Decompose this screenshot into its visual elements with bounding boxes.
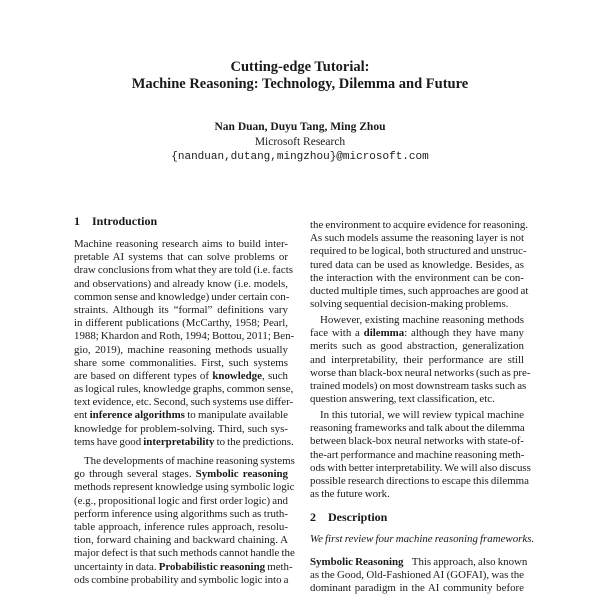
text: methods represent knowledge using symbolic logic bbox=[74, 481, 295, 494]
text-line bbox=[310, 474, 529, 488]
text-line bbox=[74, 264, 293, 277]
text: to manipulate available bbox=[184, 409, 289, 422]
author-email: {nanduan,dutang,mingzhou}@microsoft.com bbox=[171, 151, 429, 163]
text: question answering, text classification, etc. bbox=[310, 393, 495, 406]
text-line bbox=[74, 423, 288, 436]
text: and interpretability, their performance are still bbox=[310, 353, 524, 366]
text: ent bbox=[74, 409, 90, 422]
section-heading-introduction bbox=[74, 214, 157, 228]
text: as logical rules, knowledge graphs, common sense, bbox=[74, 383, 294, 396]
text-line bbox=[74, 330, 295, 343]
text: the environment to acquire evidence for reasoning. bbox=[310, 219, 529, 231]
text-line bbox=[310, 435, 524, 448]
paragraph bbox=[74, 238, 295, 449]
text: major defect is that such methods cannot handle the bbox=[74, 547, 295, 560]
text: face with a bbox=[310, 327, 364, 340]
paper-title-line2: Machine Reasoning: Technology, Dilemma and Future bbox=[131, 76, 469, 92]
text: tion, forward chaining and backward chaining. A bbox=[74, 534, 288, 547]
text: pretable AI systems that can solve problems or bbox=[74, 251, 288, 264]
text-line bbox=[310, 272, 524, 285]
text: perform inference using algorithms such as truth- bbox=[74, 507, 288, 520]
text-line bbox=[74, 383, 294, 396]
text: in different publications (McCarthy, 1958; Pearl, bbox=[74, 317, 288, 330]
text: the-art performance and machine reasoning meth- bbox=[310, 448, 525, 461]
text-line bbox=[74, 574, 288, 587]
text: worse than black-box neural networks (such as pre- bbox=[310, 366, 531, 379]
text-line bbox=[74, 344, 288, 357]
bold-text: dilemma bbox=[363, 327, 405, 340]
text-line bbox=[310, 533, 535, 546]
text: ods with better interpretability. We will also discuss bbox=[310, 461, 531, 474]
paragraph bbox=[310, 556, 528, 596]
text: meth- bbox=[265, 560, 293, 573]
text-line bbox=[74, 547, 295, 560]
text-line bbox=[74, 291, 288, 304]
text-line bbox=[74, 409, 288, 422]
text-line bbox=[74, 370, 288, 383]
text: straints. Although its “formal” definitions vary bbox=[74, 303, 288, 316]
section-number: 1 bbox=[74, 214, 80, 228]
paragraph bbox=[310, 533, 535, 546]
text-line bbox=[74, 468, 288, 481]
text: tured data can be used as knowledge. Besides, as bbox=[310, 258, 524, 271]
text: go through several stages. bbox=[74, 468, 196, 481]
text: knowledge for problem-solving. Third, such sys- bbox=[74, 422, 288, 435]
text: ods combine probability and symbolic logic into a bbox=[74, 573, 289, 586]
text-line bbox=[74, 560, 293, 574]
text-line bbox=[310, 340, 524, 353]
text-line bbox=[74, 521, 288, 534]
text: the interaction with the environment can be con- bbox=[310, 271, 524, 284]
text-line bbox=[310, 422, 524, 435]
text: table approach, inference rules approach, resolu- bbox=[74, 520, 288, 533]
text: As such models assume the reasoning layer is not bbox=[310, 232, 524, 245]
text-line bbox=[310, 259, 524, 272]
text: In this tutorial, we will review typical machine bbox=[320, 409, 524, 421]
text-line bbox=[310, 354, 524, 367]
text-line bbox=[310, 284, 529, 298]
paragraph bbox=[74, 455, 295, 587]
text-line bbox=[74, 278, 288, 291]
text-line bbox=[74, 238, 288, 251]
affiliation: Microsoft Research bbox=[254, 136, 346, 148]
text: 1988; Khardon and Roth, 1994; Bottou, 2011; Ben- bbox=[74, 330, 295, 343]
text-line bbox=[310, 582, 524, 595]
text: required to be logical, both structured and unstruc- bbox=[310, 245, 527, 258]
text: possible research directions to escape this dilemma bbox=[310, 474, 529, 487]
text: However, existing machine reasoning methods bbox=[320, 314, 524, 326]
text: This approach, also known bbox=[403, 556, 528, 568]
text-line bbox=[310, 449, 524, 462]
text: share some commonalities. First, such systems bbox=[74, 356, 288, 369]
text: to the predictions. bbox=[214, 435, 294, 448]
text: ducted multiple times, such approaches are good at bbox=[310, 284, 529, 297]
section-number: 2 bbox=[310, 510, 316, 524]
text-line bbox=[310, 366, 531, 380]
text: between black-box neural networks with state-of- bbox=[310, 435, 524, 448]
text: , such bbox=[261, 369, 288, 382]
text-line bbox=[74, 317, 288, 330]
text-line bbox=[310, 245, 527, 258]
text-line bbox=[310, 409, 524, 422]
text: reasoning frameworks and talk about the dilemma bbox=[310, 422, 525, 435]
paragraph bbox=[310, 314, 531, 406]
text: : although they have many bbox=[404, 327, 524, 340]
text-line bbox=[310, 393, 524, 406]
bold-text: interpretability bbox=[143, 435, 215, 448]
text: uncertainty in data. bbox=[74, 560, 159, 573]
text: dominant paradigm in the AI community before bbox=[310, 582, 524, 595]
text: solving sequential decision-making problems. bbox=[310, 298, 509, 311]
text-line bbox=[310, 379, 527, 393]
text: are based on different types of bbox=[74, 369, 213, 382]
text-line bbox=[310, 219, 529, 232]
text-line bbox=[74, 495, 288, 508]
text-line bbox=[74, 508, 288, 521]
text-line bbox=[74, 357, 288, 370]
bold-text: inference algorithms bbox=[89, 409, 185, 422]
text: merits such as good abstraction, generalization bbox=[310, 340, 524, 353]
text: draw conclusions from what they are told (i.e. facts bbox=[74, 264, 293, 277]
text: tems have good bbox=[74, 435, 144, 448]
section-title: Introduction bbox=[92, 214, 158, 228]
authors: Nan Duan, Duyu Tang, Ming Zhou bbox=[214, 121, 386, 133]
paragraph bbox=[310, 219, 529, 311]
text: as the future work. bbox=[310, 488, 390, 501]
text-line bbox=[74, 481, 295, 494]
section-heading-description bbox=[310, 510, 387, 524]
section-title: Description bbox=[328, 510, 388, 524]
text-line bbox=[310, 461, 531, 475]
text-line bbox=[74, 455, 295, 468]
text: trained models) on most downstream tasks such as bbox=[310, 379, 527, 392]
text-line bbox=[310, 569, 524, 582]
text-line bbox=[310, 314, 524, 327]
text: The developments of machine reasoning systems bbox=[84, 455, 295, 467]
text-line bbox=[310, 488, 524, 501]
text-line bbox=[74, 534, 288, 547]
text-line bbox=[310, 556, 528, 569]
text-line bbox=[310, 327, 524, 340]
text-line bbox=[310, 298, 524, 311]
text: text evidence, etc. Second, such systems use differ- bbox=[74, 396, 294, 409]
bold-text: Probabilistic reasoning bbox=[158, 560, 266, 573]
text: Machine reasoning research aims to build inter- bbox=[74, 238, 288, 250]
bold-text: Symbolic Reasoning bbox=[310, 556, 404, 568]
text-line bbox=[74, 251, 288, 264]
text: as the Good, Old-Fashioned AI (GOFAI), was the bbox=[310, 569, 524, 582]
text: gio, 2019), machine reasoning methods usually bbox=[74, 343, 288, 356]
paper-title-line1: Cutting-edge Tutorial: bbox=[230, 59, 370, 75]
paragraph bbox=[310, 409, 531, 501]
italic-text: We first review four machine reasoning frameworks. bbox=[310, 533, 535, 545]
text-line bbox=[74, 396, 294, 409]
text: (e.g., propositional logic and first order logic) and bbox=[74, 494, 288, 507]
text-line bbox=[74, 435, 294, 449]
text: and observations) and already know (i.e. models, bbox=[74, 277, 288, 290]
text-line bbox=[310, 232, 524, 245]
text-line bbox=[74, 304, 288, 317]
bold-text: Symbolic reasoning bbox=[195, 468, 288, 481]
bold-text: knowledge bbox=[212, 369, 262, 382]
text: common sense and knowledge) under certain con- bbox=[74, 290, 290, 303]
